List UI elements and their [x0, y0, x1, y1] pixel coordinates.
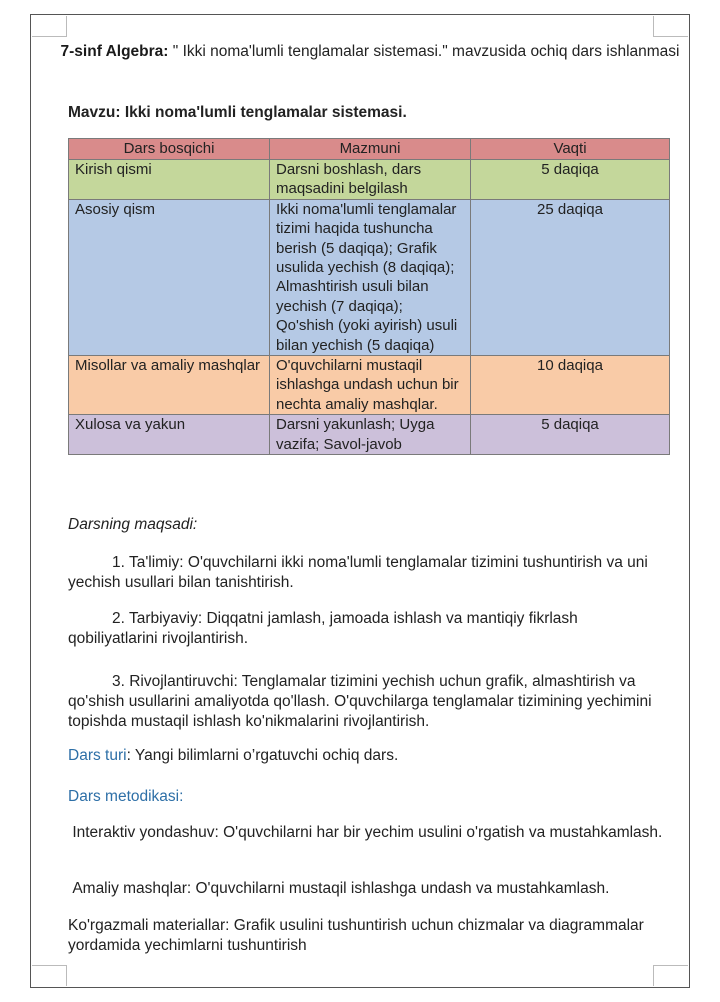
- method-item: [68, 916, 668, 956]
- goal-text: : O'quvchilarni ikki noma'lumli tenglamalar tizimini tushuntirish va uni yechish usullari bilan tanishtirish.: [68, 554, 648, 591]
- method-label: Amaliy mashqlar: [72, 880, 187, 897]
- goal-item: [68, 609, 668, 649]
- table-row: [69, 356, 670, 415]
- document-title: [60, 40, 680, 64]
- stage-cell: Kirish qismi: [69, 160, 270, 200]
- table-row: [69, 199, 670, 355]
- goal-label: 1. Ta'limiy: [112, 554, 180, 571]
- lesson-type: [68, 746, 668, 766]
- lesson-type-label: Dars turi: [68, 747, 127, 764]
- column-header: Dars bosqichi: [69, 139, 270, 160]
- table-header-row: [69, 139, 670, 160]
- goals-heading: Darsning maqsadi:: [68, 516, 198, 533]
- table-row: [69, 415, 670, 455]
- column-header: Vaqti: [471, 139, 670, 160]
- goal-text: Diqqatni jamlash, jamoada ishlash va mantiqiy fikrlash qobiliyatlarini rivojlantirish.: [68, 610, 578, 647]
- stage-cell: Asosiy qism: [69, 199, 270, 355]
- topic-label: Mavzu:: [68, 104, 121, 121]
- title-lead: 7-sinf Algebra:: [60, 43, 169, 60]
- crop-mark: [32, 16, 67, 37]
- method-item: [68, 879, 668, 899]
- lesson-type-text: : Yangi bilimlarni o’rgatuvchi ochiq dars.: [126, 747, 399, 764]
- content-cell: Darsni yakunlash; Uyga vazifa; Savol-javob: [270, 415, 471, 455]
- method-heading: Dars metodikasi:: [68, 788, 184, 805]
- table-row: [69, 160, 670, 200]
- time-cell: 5 daqiqa: [471, 160, 670, 200]
- goal-label: 3. Rivojlantiruvchi:: [112, 673, 238, 690]
- stage-cell: Xulosa va yakun: [69, 415, 270, 455]
- goal-item: [68, 553, 668, 593]
- time-cell: 10 daqiqa: [471, 356, 670, 415]
- title-rest: " Ikki noma'lumli tenglamalar sistemasi." mavzusida ochiq dars ishlanmasi: [168, 43, 680, 60]
- method-text: : Grafik usulini tushuntirish uchun chizmalar va diagrammalar yordamida yechimlarni tushuntirish: [68, 917, 644, 954]
- topic-value: Ikki noma'lumli tenglamalar sistemasi.: [120, 104, 407, 121]
- method-label: Ko'rgazmali materiallar: [68, 917, 226, 934]
- method-item: [68, 823, 668, 843]
- goal-label: 2. Tarbiyaviy:: [112, 610, 203, 627]
- stage-cell: Misollar va amaliy mashqlar: [69, 356, 270, 415]
- topic-line: [68, 104, 407, 122]
- lesson-plan-table: [68, 138, 670, 455]
- method-label: Interaktiv yondashuv: [72, 824, 215, 841]
- crop-mark: [653, 965, 688, 986]
- goal-text: Tenglamalar tizimini yechish uchun grafik, almashtirish va qo'shish usullarini amaliyotda qo'llash. O'quvchilarga tenglamalar tizimining yechimini topishda mustaqil ishlash ko'nikmalarini rivojlantirish.: [68, 673, 652, 730]
- content-cell: Darsni boshlash, dars maqsadini belgilash: [270, 160, 471, 200]
- content-cell: Ikki noma'lumli tenglamalar tizimi haqida tushuncha berish (5 daqiqa); Grafik usulida yechish (8 daqiqa); Almashtirish usuli bilan yechish (7 daqiqa); Qo'shish (yoki ayirish) usuli bilan yechish (5 daqiqa): [270, 199, 471, 355]
- content-cell: O'quvchilarni mustaqil ishlashga undash uchun bir nechta amaliy mashqlar.: [270, 356, 471, 415]
- method-text: : O'quvchilarni har bir yechim usulini o'rgatish va mustahkamlash.: [214, 824, 663, 841]
- crop-mark: [32, 965, 67, 986]
- goal-item: [68, 672, 668, 732]
- crop-mark: [653, 16, 688, 37]
- method-text: : O'quvchilarni mustaqil ishlashga undash va mustahkamlash.: [186, 880, 610, 897]
- time-cell: 5 daqiqa: [471, 415, 670, 455]
- time-cell: 25 daqiqa: [471, 199, 670, 355]
- column-header: Mazmuni: [270, 139, 471, 160]
